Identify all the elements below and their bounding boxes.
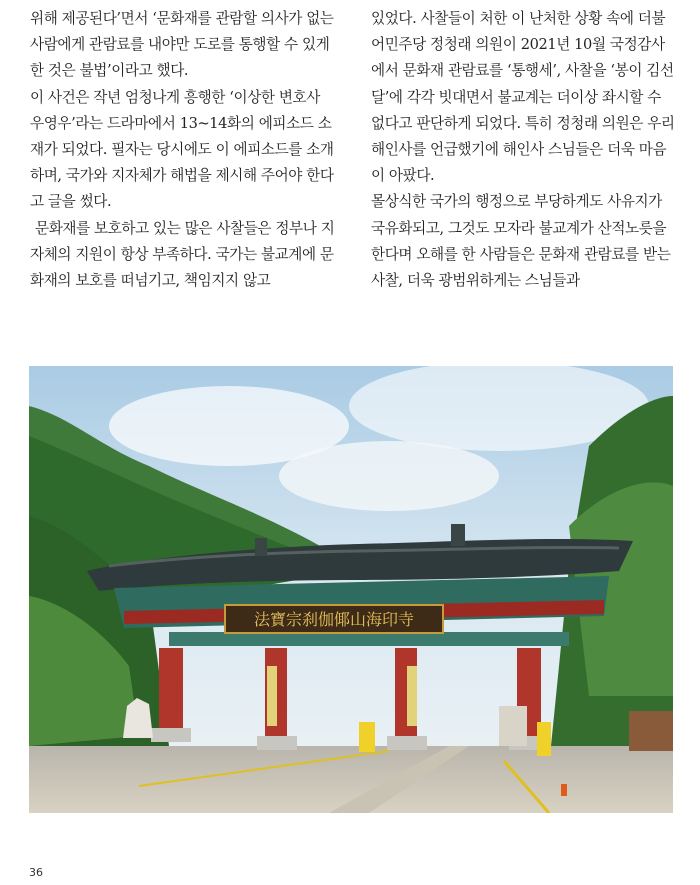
signboard-text: 法寶宗刹伽倻山海印寺 — [253, 610, 415, 629]
pillar-base — [257, 736, 297, 750]
roof-ridge-ornament — [451, 524, 465, 546]
hut — [629, 711, 673, 751]
gate-beam — [169, 632, 569, 646]
left-text-column — [30, 6, 335, 294]
right-paragraph-1: 있었다. 사찰들이 처한 이 난처한 상황 속에 더불어민주당 정청래 의원이 2021년 10월 국정감사에서 문화재 관람료를 ‘통행세’, 사찰을 ‘봉이 김선달’에 각각 빗대면서 불교계는 더이상 좌시할 수 없다고 판단하게 되었다. 특히 정청래 의원은 우리 해인사를 언급했기에 해인사 스님들은 더욱 마음이 아팠다. — [371, 10, 675, 185]
cloud — [279, 441, 499, 511]
yellow-sign — [537, 722, 551, 756]
traffic-cone — [561, 784, 567, 796]
right-text-column — [371, 6, 676, 294]
left-paragraph-3: 문화재를 보호하고 있는 많은 사찰들은 정부나 지자체의 지원이 항상 부족하다. 국가는 불교계에 문화재의 보호를 떠넘기고, 책임지지 않고 — [30, 219, 335, 290]
gate-pillar — [159, 648, 183, 730]
pillar-base — [387, 736, 427, 750]
temple-gate-photo — [29, 366, 673, 813]
guard-booth — [499, 706, 527, 746]
pillar-banner — [267, 666, 277, 726]
pillar-base — [151, 728, 191, 742]
page-number: 36 — [29, 866, 43, 879]
right-paragraph-2: 몰상식한 국가의 행정으로 부당하게도 사유지가 국유화되고, 그것도 모자라 불교계가 산적노릇을 한다며 오해를 한 사람들은 문화재 관람료를 받는 사찰, 더욱 광범위하게는 스님들과 — [371, 193, 671, 290]
roof-ridge-ornament — [255, 538, 267, 556]
left-paragraph-2: 이 사건은 작년 엄청나게 흥행한 ‘이상한 변호사 우영우’라는 드라마에서 13~14화의 에피소드 소재가 되었다. 필자는 당시에도 이 에피소드를 소개하며, 국가와 지자체가 해법을 제시해 주어야 한다고 글을 썼다. — [30, 88, 334, 211]
left-paragraph-1: 위해 제공된다’면서 ‘문화재를 관람할 의사가 없는 사람에게 관람료를 내야만 도로를 통행할 수 있게 한 것은 불법’이라고 했다. — [30, 10, 334, 80]
pillar-banner — [407, 666, 417, 726]
yellow-sign — [359, 722, 375, 752]
